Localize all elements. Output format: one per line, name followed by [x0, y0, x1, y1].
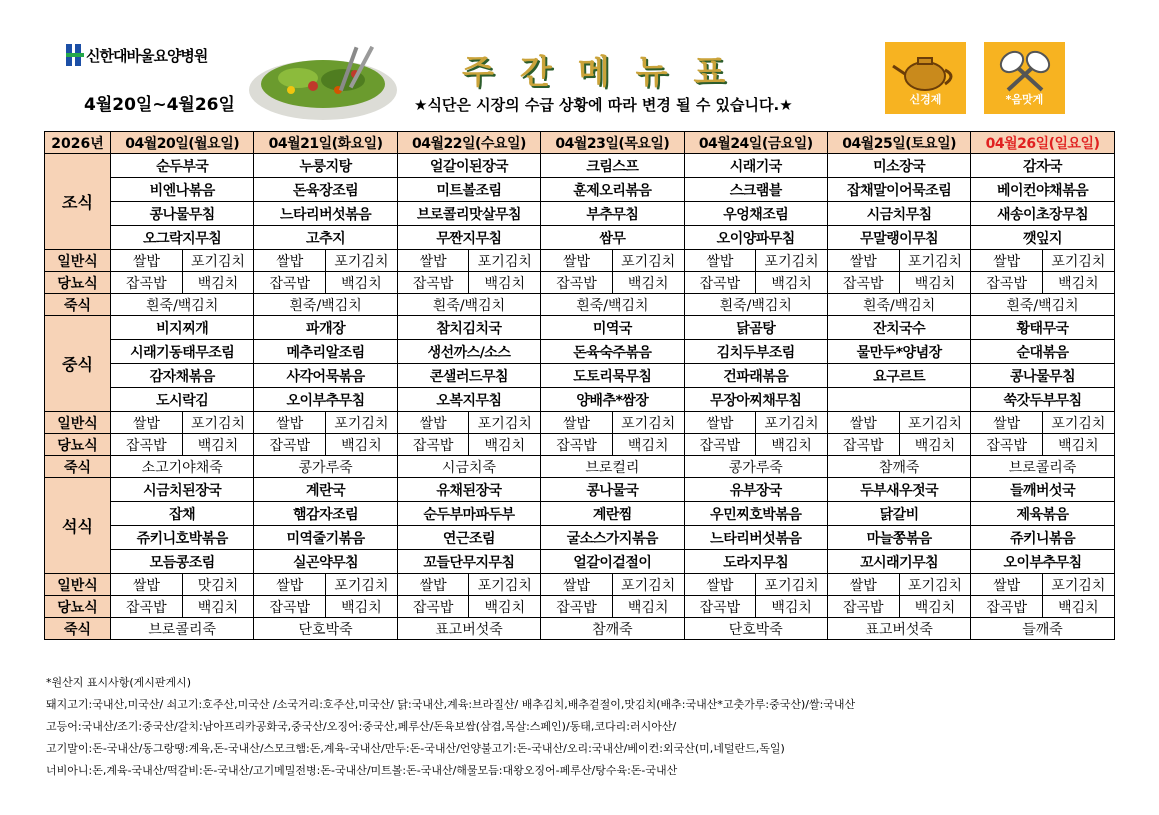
rice-cell: 잡곡밥 [111, 434, 183, 456]
lunch-dish: 사각어묵볶음 [254, 364, 397, 388]
breakfast-dish: 크림스프 [541, 154, 684, 178]
diabetic-label: 당뇨식 [45, 272, 111, 294]
kimchi-cell: 포기김치 [756, 250, 828, 272]
rice-cell: 잡곡밥 [684, 434, 756, 456]
kimchi-cell: 백김치 [756, 434, 828, 456]
lunch-dish: 도토리묵무침 [541, 364, 684, 388]
kimchi-cell: 백김치 [612, 434, 684, 456]
dinner-dish-row [45, 478, 1115, 502]
breakfast-dish: 감자국 [971, 154, 1114, 178]
rice-cell: 잡곡밥 [827, 272, 899, 294]
breakfast-dish: 잡채말이어묵조림 [827, 178, 970, 202]
dinner-diabetic-row [45, 596, 1115, 618]
day-header-row [45, 132, 1115, 154]
rice-cell: 쌀밥 [827, 250, 899, 272]
utensils-badge [984, 42, 1065, 114]
breakfast-dish: 비엔나볶음 [111, 178, 254, 202]
dinner-dish: 계란국 [254, 478, 397, 502]
normal-label: 일반식 [45, 412, 111, 434]
lunch-dish: 생선까스/소스 [397, 340, 540, 364]
kimchi-cell: 포기김치 [326, 412, 398, 434]
breakfast-dish: 미트볼조림 [397, 178, 540, 202]
dinner-dish: 미역줄기볶음 [254, 526, 397, 550]
lunch-dish: 닭곰탕 [684, 316, 827, 340]
lunch-dish-row [45, 316, 1115, 340]
kimchi-cell: 포기김치 [756, 412, 828, 434]
kimchi-cell: 포기김치 [1043, 412, 1115, 434]
day-header: 04월22일(수요일) [397, 132, 540, 154]
kimchi-cell: 포기김치 [612, 250, 684, 272]
kimchi-cell: 포기김치 [1043, 574, 1115, 596]
dinner-dish-row [45, 502, 1115, 526]
breakfast-dish: 시래기국 [684, 154, 827, 178]
porridge-cell: 소고기야채죽 [111, 456, 254, 478]
rice-cell: 쌀밥 [971, 574, 1043, 596]
porridge-cell: 흰죽/백김치 [684, 294, 827, 316]
weekly-menu-table [44, 131, 1115, 640]
lunch-dish: 메추리알조림 [254, 340, 397, 364]
lunch-dish-row [45, 340, 1115, 364]
origin-note-line: 고기말이:돈-국내산/동그랑땡:계육,돈-국내산/스모크햄:돈,계육-국내산/만두:돈-국내산/언양불고기:돈-국내산/오리:국내산/베이컨:외국산(미,네덜란드,독일) [46, 742, 785, 755]
dinner-dish: 쥬키니호박볶음 [111, 526, 254, 550]
origin-note-title: *원산지 표시사항(게시판게시) [46, 676, 192, 689]
origin-notes [46, 672, 1146, 782]
kimchi-cell: 포기김치 [469, 412, 541, 434]
dinner-dish: 꼬들단무지무침 [397, 550, 540, 574]
porridge-cell: 흰죽/백김치 [254, 294, 397, 316]
dinner-dish: 제육볶음 [971, 502, 1114, 526]
rice-cell: 잡곡밥 [254, 434, 326, 456]
porridge-cell: 표고버섯죽 [827, 618, 970, 640]
porridge-label: 죽식 [45, 618, 111, 640]
kimchi-cell: 백김치 [612, 272, 684, 294]
lunch-dish: 황태무국 [971, 316, 1114, 340]
kimchi-cell: 백김치 [1043, 434, 1115, 456]
breakfast-dish: 베이컨야채볶음 [971, 178, 1114, 202]
rice-cell: 쌀밥 [397, 412, 469, 434]
breakfast-dish: 얼갈이된장국 [397, 154, 540, 178]
dinner-dish: 꼬시래기무침 [827, 550, 970, 574]
lunch-dish: 콘샐러드무침 [397, 364, 540, 388]
rice-cell: 잡곡밥 [397, 434, 469, 456]
lunch-dish: 비지찌개 [111, 316, 254, 340]
page-title: 주간메뉴표 [462, 52, 752, 91]
breakfast-normal-row [45, 250, 1115, 272]
lunch-dish: 양배추*쌈장 [541, 388, 684, 412]
normal-label: 일반식 [45, 250, 111, 272]
rice-cell: 쌀밥 [971, 412, 1043, 434]
porridge-cell: 흰죽/백김치 [827, 294, 970, 316]
rice-cell: 잡곡밥 [541, 272, 613, 294]
dinner-dish: 유부장국 [684, 478, 827, 502]
kimchi-cell: 포기김치 [182, 250, 254, 272]
porridge-label: 죽식 [45, 294, 111, 316]
day-header: 04월20일(월요일) [111, 132, 254, 154]
lunch-dish: 참치김치국 [397, 316, 540, 340]
breakfast-dish: 오그락지무침 [111, 226, 254, 250]
rice-cell: 잡곡밥 [684, 272, 756, 294]
rice-cell: 잡곡밥 [254, 272, 326, 294]
dinner-dish: 시금치된장국 [111, 478, 254, 502]
porridge-cell: 브로콜리죽 [111, 618, 254, 640]
day-header: 04월23일(목요일) [541, 132, 684, 154]
breakfast-dish: 깻잎지 [971, 226, 1114, 250]
rice-cell: 잡곡밥 [541, 596, 613, 618]
kimchi-cell: 맛김치 [182, 574, 254, 596]
dinner-dish: 순두부마파두부 [397, 502, 540, 526]
rice-cell: 쌀밥 [254, 574, 326, 596]
lunch-dish: 쑥갓두부무침 [971, 388, 1114, 412]
kimchi-cell: 백김치 [469, 434, 541, 456]
day-header: 04월24일(금요일) [684, 132, 827, 154]
kimchi-cell: 포기김치 [899, 574, 971, 596]
kimchi-cell: 포기김치 [899, 250, 971, 272]
hospital-name: 신한대바울요양병원 [86, 46, 208, 65]
breakfast-porridge-row [45, 294, 1115, 316]
kimchi-cell: 백김치 [612, 596, 684, 618]
breakfast-dish: 부추무침 [541, 202, 684, 226]
dinner-dish: 연근조림 [397, 526, 540, 550]
day-header: 04월25일(토요일) [827, 132, 970, 154]
porridge-cell: 단호박죽 [254, 618, 397, 640]
lunch-dish: 오복지무침 [397, 388, 540, 412]
porridge-cell: 참깨죽 [541, 618, 684, 640]
lunch-dish: 도시락김 [111, 388, 254, 412]
lunch-dish-row [45, 388, 1115, 412]
dinner-porridge-row [45, 618, 1115, 640]
porridge-cell: 표고버섯죽 [397, 618, 540, 640]
lunch-dish: 미역국 [541, 316, 684, 340]
breakfast-dish-row [45, 202, 1115, 226]
dinner-dish: 콩나물국 [541, 478, 684, 502]
porridge-cell: 콩가루죽 [254, 456, 397, 478]
rice-cell: 잡곡밥 [254, 596, 326, 618]
lunch-dish: 잔치국수 [827, 316, 970, 340]
lunch-porridge-row [45, 456, 1115, 478]
breakfast-dish: 미소장국 [827, 154, 970, 178]
lunch-dish: 오이부추무침 [254, 388, 397, 412]
rice-cell: 쌀밥 [971, 250, 1043, 272]
rice-cell: 잡곡밥 [827, 434, 899, 456]
rice-cell: 쌀밥 [541, 412, 613, 434]
lunch-dish: 돈육숙주볶음 [541, 340, 684, 364]
porridge-cell: 흰죽/백김치 [541, 294, 684, 316]
notice-text: ★식단은 시장의 수급 상황에 따라 변경 될 수 있습니다.★ [414, 96, 793, 114]
porridge-cell: 브로콜리죽 [971, 456, 1114, 478]
rice-cell: 잡곡밥 [541, 434, 613, 456]
kimchi-cell: 포기김치 [326, 574, 398, 596]
rice-cell: 잡곡밥 [971, 272, 1043, 294]
normal-label: 일반식 [45, 574, 111, 596]
breakfast-dish: 무짠지무침 [397, 226, 540, 250]
hospital-logo-mark [66, 44, 84, 66]
dinner-dish: 들깨버섯국 [971, 478, 1114, 502]
dinner-dish: 닭갈비 [827, 502, 970, 526]
breakfast-label: 조식 [45, 154, 111, 250]
kimchi-cell: 백김치 [756, 596, 828, 618]
kimchi-cell: 백김치 [326, 596, 398, 618]
dinner-label: 석식 [45, 478, 111, 574]
rice-cell: 쌀밥 [397, 250, 469, 272]
lunch-label: 중식 [45, 316, 111, 412]
dinner-dish: 유채된장국 [397, 478, 540, 502]
lunch-dish: 요구르트 [827, 364, 970, 388]
kimchi-cell: 포기김치 [326, 250, 398, 272]
kimchi-cell: 백김치 [326, 272, 398, 294]
page-header [0, 0, 1159, 128]
dinner-dish: 햄감자조림 [254, 502, 397, 526]
teapot-badge [885, 42, 966, 114]
rice-cell: 쌀밥 [397, 574, 469, 596]
porridge-cell: 단호박죽 [684, 618, 827, 640]
kimchi-cell: 포기김치 [756, 574, 828, 596]
kimchi-cell: 백김치 [182, 272, 254, 294]
kimchi-cell: 포기김치 [469, 250, 541, 272]
rice-cell: 쌀밥 [684, 574, 756, 596]
breakfast-diabetic-row [45, 272, 1115, 294]
porridge-cell: 시금치죽 [397, 456, 540, 478]
breakfast-dish: 느타리버섯볶음 [254, 202, 397, 226]
breakfast-dish: 쌈무 [541, 226, 684, 250]
kimchi-cell: 백김치 [899, 596, 971, 618]
dinner-normal-row [45, 574, 1115, 596]
dinner-dish-row [45, 550, 1115, 574]
lunch-dish: 김치두부조림 [684, 340, 827, 364]
rice-cell: 쌀밥 [111, 574, 183, 596]
porridge-cell: 들깨죽 [971, 618, 1114, 640]
breakfast-dish: 콩나물무침 [111, 202, 254, 226]
dinner-dish: 굴소스가지볶음 [541, 526, 684, 550]
rice-cell: 쌀밥 [111, 250, 183, 272]
rice-cell: 쌀밥 [684, 412, 756, 434]
dinner-dish: 잡채 [111, 502, 254, 526]
kimchi-cell: 백김치 [182, 434, 254, 456]
breakfast-dish: 새송이초장무침 [971, 202, 1114, 226]
breakfast-dish: 고추지 [254, 226, 397, 250]
rice-cell: 잡곡밥 [827, 596, 899, 618]
origin-note-line: 너비아니:돈,계육-국내산/떡갈비:돈-국내산/고기메밀전병:돈-국내산/미트볼:돈-국내산/해물모듬:대왕오징어-페루산/탕수육:돈-국내산 [46, 764, 678, 777]
rice-cell: 쌀밥 [111, 412, 183, 434]
lunch-dish: 파개장 [254, 316, 397, 340]
rice-cell: 쌀밥 [254, 250, 326, 272]
lunch-dish: 시래기동태무조림 [111, 340, 254, 364]
breakfast-dish-row [45, 154, 1115, 178]
salad-photo [243, 38, 403, 122]
rice-cell: 쌀밥 [827, 574, 899, 596]
dinner-dish: 오이부추무침 [971, 550, 1114, 574]
breakfast-dish-row [45, 226, 1115, 250]
dinner-dish: 쥬키니볶음 [971, 526, 1114, 550]
dinner-dish: 우민찌호박볶음 [684, 502, 827, 526]
breakfast-dish: 순두부국 [111, 154, 254, 178]
kimchi-cell: 포기김치 [612, 412, 684, 434]
porridge-cell: 콩가루죽 [684, 456, 827, 478]
porridge-cell: 참깨죽 [827, 456, 970, 478]
origin-note-line: 돼지고기:국내산,미국산/ 쇠고기:호주산,미국산 /소국거리:호주산,미국산/ 닭:국내산,계육:브라질산/ 배추김치,배추겉절이,맛김치(배추:국내산*고춧가루:중국산)/쌀:국내산 [46, 698, 856, 711]
day-header: 04월21일(화요일) [254, 132, 397, 154]
kimchi-cell: 백김치 [1043, 272, 1115, 294]
kimchi-cell: 포기김치 [469, 574, 541, 596]
dinner-dish: 두부새우젓국 [827, 478, 970, 502]
year-cell: 2026년 [45, 132, 111, 154]
kimchi-cell: 백김치 [899, 434, 971, 456]
kimchi-cell: 포기김치 [899, 412, 971, 434]
origin-note-line: 고등어:국내산/조기:중국산/갈치:남아프리카공화국,중국산/오징어:중국산,페루산/돈육보쌈(삼겹,목살:스페인)/동태,코다리:러시아산/ [46, 720, 677, 733]
porridge-cell: 흰죽/백김치 [971, 294, 1114, 316]
breakfast-dish: 훈제오리볶음 [541, 178, 684, 202]
diabetic-label: 당뇨식 [45, 596, 111, 618]
porridge-label: 죽식 [45, 456, 111, 478]
porridge-cell: 흰죽/백김치 [397, 294, 540, 316]
lunch-dish: 건파래볶음 [684, 364, 827, 388]
lunch-dish: 순대볶음 [971, 340, 1114, 364]
date-range: 4월20일~4월26일 [84, 95, 235, 115]
dinner-dish: 실곤약무침 [254, 550, 397, 574]
breakfast-dish: 무말랭이무침 [827, 226, 970, 250]
kimchi-cell: 백김치 [899, 272, 971, 294]
rice-cell: 쌀밥 [827, 412, 899, 434]
rice-cell: 쌀밥 [254, 412, 326, 434]
kimchi-cell: 포기김치 [612, 574, 684, 596]
rice-cell: 잡곡밥 [397, 272, 469, 294]
lunch-dish: 물만두*양념장 [827, 340, 970, 364]
kimchi-cell: 포기김치 [1043, 250, 1115, 272]
breakfast-dish: 누룽지탕 [254, 154, 397, 178]
dinner-dish: 도라지무침 [684, 550, 827, 574]
rice-cell: 잡곡밥 [111, 272, 183, 294]
breakfast-dish: 오이양파무침 [684, 226, 827, 250]
rice-cell: 쌀밥 [684, 250, 756, 272]
kimchi-cell: 백김치 [469, 272, 541, 294]
rice-cell: 잡곡밥 [971, 434, 1043, 456]
lunch-dish: 감자채볶음 [111, 364, 254, 388]
lunch-normal-row [45, 412, 1115, 434]
diabetic-label: 당뇨식 [45, 434, 111, 456]
kimchi-cell: 백김치 [326, 434, 398, 456]
breakfast-dish: 시금치무침 [827, 202, 970, 226]
hospital-logo [66, 44, 207, 66]
porridge-cell: 흰죽/백김치 [111, 294, 254, 316]
kimchi-cell: 백김치 [469, 596, 541, 618]
breakfast-dish: 돈육장조림 [254, 178, 397, 202]
rice-cell: 잡곡밥 [111, 596, 183, 618]
day-header: 04월26일(일요일) [971, 132, 1114, 154]
lunch-diabetic-row [45, 434, 1115, 456]
dinner-dish: 모듬콩조림 [111, 550, 254, 574]
rice-cell: 쌀밥 [541, 574, 613, 596]
badge2-label: *음맛게 [1005, 93, 1044, 106]
badge1-label: 신경제 [909, 93, 942, 106]
lunch-dish: 콩나물무침 [971, 364, 1114, 388]
porridge-cell: 브로컬리 [541, 456, 684, 478]
kimchi-cell: 백김치 [1043, 596, 1115, 618]
kimchi-cell: 포기김치 [182, 412, 254, 434]
rice-cell: 잡곡밥 [397, 596, 469, 618]
rice-cell: 잡곡밥 [971, 596, 1043, 618]
dinner-dish-row [45, 526, 1115, 550]
breakfast-dish: 스크램블 [684, 178, 827, 202]
lunch-dish: 무장아찌채무침 [684, 388, 827, 412]
dinner-dish: 계란찜 [541, 502, 684, 526]
lunch-dish [827, 388, 970, 412]
dinner-dish: 느타리버섯볶음 [684, 526, 827, 550]
breakfast-dish-row [45, 178, 1115, 202]
kimchi-cell: 백김치 [756, 272, 828, 294]
rice-cell: 잡곡밥 [684, 596, 756, 618]
dinner-dish: 얼갈이겉절이 [541, 550, 684, 574]
kimchi-cell: 백김치 [182, 596, 254, 618]
dinner-dish: 마늘쫑볶음 [827, 526, 970, 550]
lunch-dish-row [45, 364, 1115, 388]
rice-cell: 쌀밥 [541, 250, 613, 272]
breakfast-dish: 우엉채조림 [684, 202, 827, 226]
breakfast-dish: 브로콜리맛살무침 [397, 202, 540, 226]
